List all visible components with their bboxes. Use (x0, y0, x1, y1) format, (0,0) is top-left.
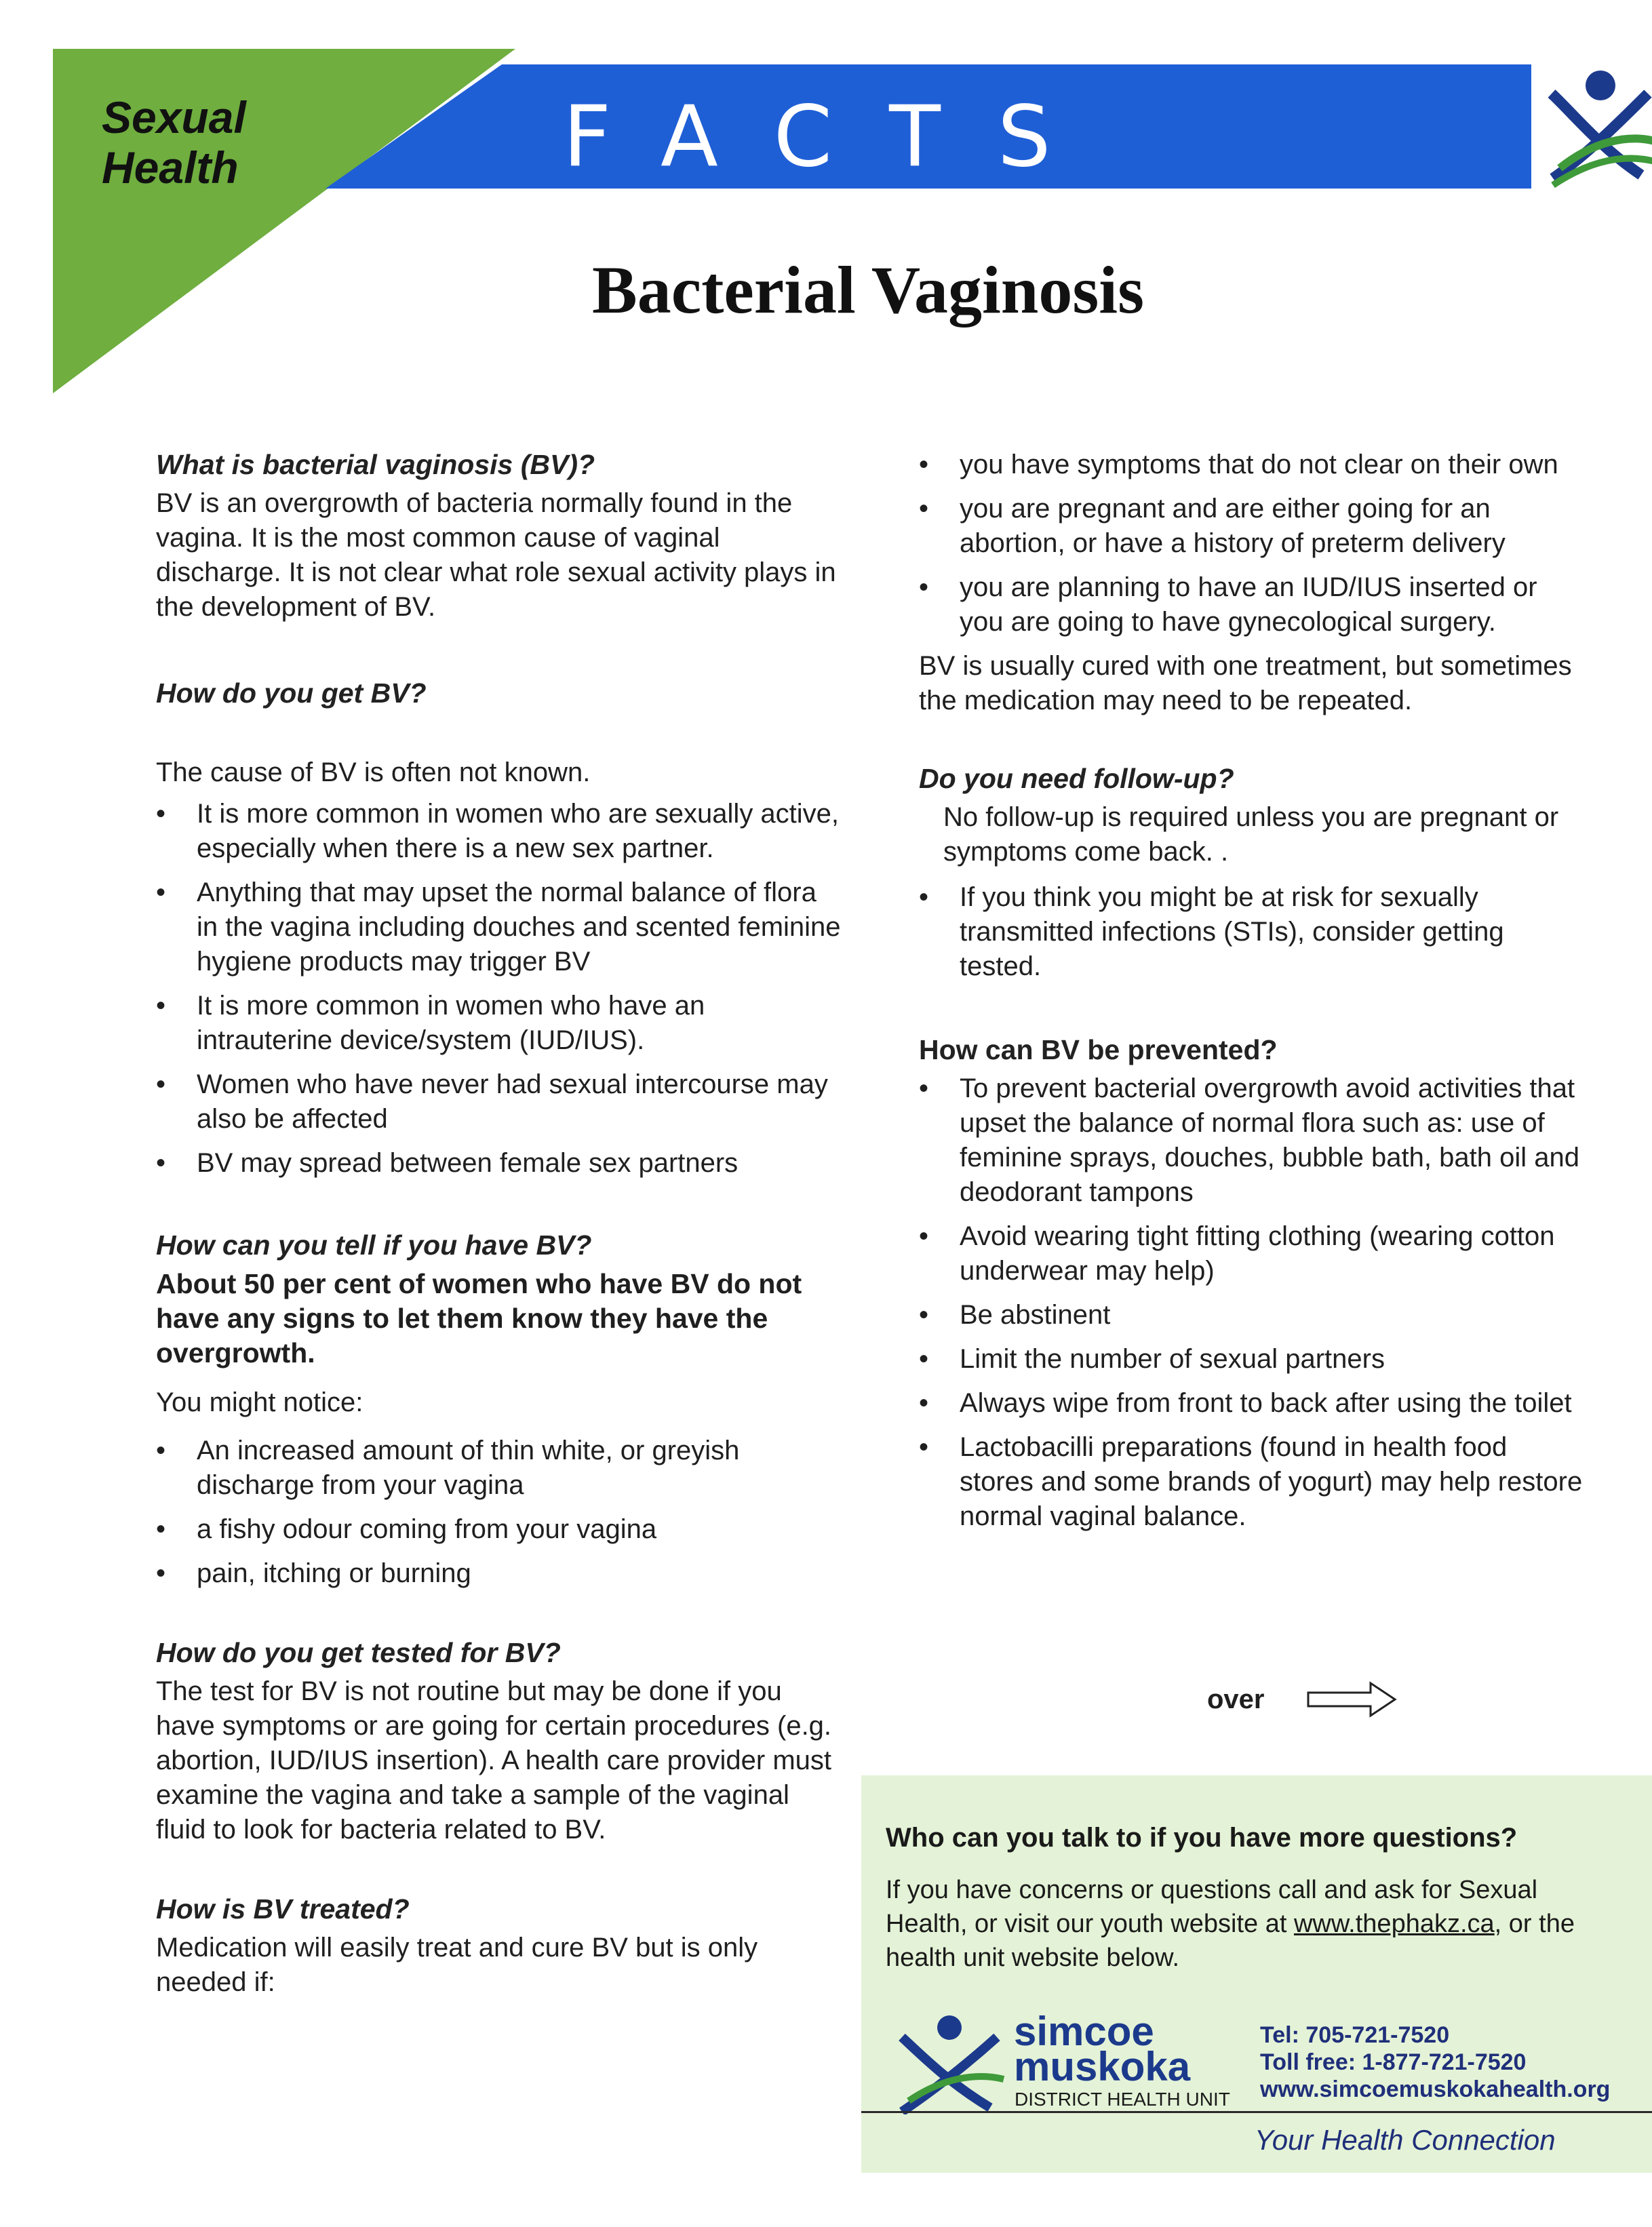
list-item: • BV may spread between female sex partners (156, 1146, 841, 1181)
section-prevent (919, 1033, 1584, 1534)
list-item: • Anything that may upset the normal balance of flora in the vagina including douches and scented feminine hygiene products may trigger BV (156, 875, 841, 979)
simcoe-muskoka-logo-icon (1552, 71, 1652, 185)
contact-heading: Who can you talk to if you have more questions? (886, 1823, 1518, 1853)
banner-graphic (0, 0, 1652, 407)
contact-text-before: If you have concerns or questions call and ask for Sexual Health, or visit our youth website at (886, 1876, 1538, 1938)
list-item: • Women who have never had sexual intercourse may also be affected (156, 1067, 841, 1137)
divider (861, 2111, 1652, 2113)
how-get-intro: The cause of BV is often not known. (156, 757, 591, 787)
treatment-needed-list (919, 448, 1584, 639)
brand-simcoe: simcoe (1014, 2009, 1154, 2054)
tested-text: The test for BV is not routine but may be done if you have symptoms or are going for certain procedures (e.g. abortion, IUD/IUS insertion). A health care provider must examine the vagina and take a sample of the vaginal fluid to look for bacteria related to BV. (156, 1676, 832, 1845)
list-item: • Lactobacilli preparations (found in health food stores and some brands of yogurt) may help restore normal vaginal balance. (919, 1430, 1584, 1534)
prevent-list (919, 1071, 1584, 1534)
heading-how-get: How do you get BV? (156, 677, 427, 709)
list-item: • If you think you might be at risk for sexually transmitted infections (STIs), consider getting tested. (919, 880, 1584, 984)
contact-text (886, 1873, 1618, 1975)
list-item: • Avoid wearing tight fitting clothing (wearing cotton underwear may help) (919, 1219, 1584, 1288)
arrow-right-icon (1305, 1679, 1400, 1720)
tell-list (156, 1434, 841, 1591)
list-item: • To prevent bacterial overgrowth avoid activities that upset the balance of normal flora such as: use of feminine sprays, douches, bubble bath, bath oil and deodorant tampons (919, 1071, 1584, 1210)
section-treated (156, 1892, 841, 2000)
tagline: Your Health Connection (1255, 2124, 1556, 2156)
brand-subtitle: DISTRICT HEALTH UNIT (1015, 2089, 1230, 2110)
over-label: over (1207, 1684, 1265, 1714)
heading-tell: How can you tell if you have BV? (156, 1229, 592, 1261)
section-tested (156, 1636, 841, 1847)
contact-box (861, 1775, 1652, 2173)
list-item: • Be abstinent (919, 1298, 1584, 1333)
list-item: • It is more common in women who have an intrauterine device/system (IUD/IUS). (156, 989, 841, 1058)
right-column (919, 448, 1584, 1534)
list-item: • It is more common in women who are sexually active, especially when there is a new sex partner. (156, 797, 841, 866)
list-item: • Always wipe from front to back after using the toilet (919, 1386, 1584, 1421)
followup-list (919, 880, 1584, 984)
cured-text: BV is usually cured with one treatment, but sometimes the medication may need to be repeated. (919, 651, 1572, 715)
list-item: • pain, itching or burning (156, 1556, 841, 1591)
tell-bold-text: About 50 per cent of women who have BV do not have any signs to let them know they have the overgrowth. (156, 1268, 802, 1368)
treated-text: Medication will easily treat and cure BV but is only needed if: (156, 1933, 758, 1997)
list-item: • you have symptoms that do not clear on their own (919, 448, 1584, 482)
header-banner (0, 0, 1652, 407)
page-title: Bacterial Vaginosis (592, 252, 1144, 328)
section-tell (156, 1228, 841, 1591)
section-label-line2: Health (102, 142, 239, 193)
heading-prevent: How can BV be prevented? (919, 1034, 1278, 1065)
contact-tollfree: Toll free: 1-877-721-7520 (1260, 2049, 1527, 2075)
list-item: • you are planning to have an IUD/IUS inserted or you are going to have gynecological surgery. (919, 570, 1584, 639)
health-unit-logo-icon (895, 2013, 1010, 2114)
heading-what-is-bv: What is bacterial vaginosis (BV)? (156, 449, 595, 480)
list-item: • a fishy odour coming from your vagina (156, 1512, 841, 1547)
list-item: • Limit the number of sexual partners (919, 1342, 1584, 1377)
youth-website-link[interactable]: www.thephakz.ca (1293, 1910, 1495, 1938)
tell-intro: You might notice: (156, 1387, 363, 1417)
contact-text-after: , or the health unit website below. (886, 1910, 1575, 1972)
section-what-is-bv (156, 448, 841, 625)
what-is-bv-text: BV is an overgrowth of bacteria normally found in the vagina. It is the most common cause of vaginal discharge. It is not clear what role sexual activity plays in the development of BV. (156, 488, 836, 622)
contact-website[interactable]: www.simcoemuskokahealth.org (1260, 2076, 1611, 2102)
list-item: • you are pregnant and are either going for an abortion, or have a history of preterm delivery (919, 492, 1584, 561)
section-label-line1: Sexual (102, 92, 246, 142)
section-followup (919, 762, 1584, 984)
list-item: • An increased amount of thin white, or greyish discharge from your vagina (156, 1434, 841, 1503)
heading-followup: Do you need follow-up? (919, 763, 1234, 794)
left-column (156, 448, 841, 2000)
contact-tel: Tel: 705-721-7520 (1260, 2022, 1450, 2048)
section-how-get (156, 676, 841, 1181)
heading-treated: How is BV treated? (156, 1893, 410, 1925)
brand-muskoka: muskoka (1014, 2044, 1191, 2089)
banner-word: FACTS (563, 88, 1108, 186)
how-get-list (156, 797, 841, 1181)
heading-tested: How do you get tested for BV? (156, 1637, 561, 1668)
followup-text: No follow-up is required unless you are pregnant or symptoms come back. . (943, 802, 1559, 867)
